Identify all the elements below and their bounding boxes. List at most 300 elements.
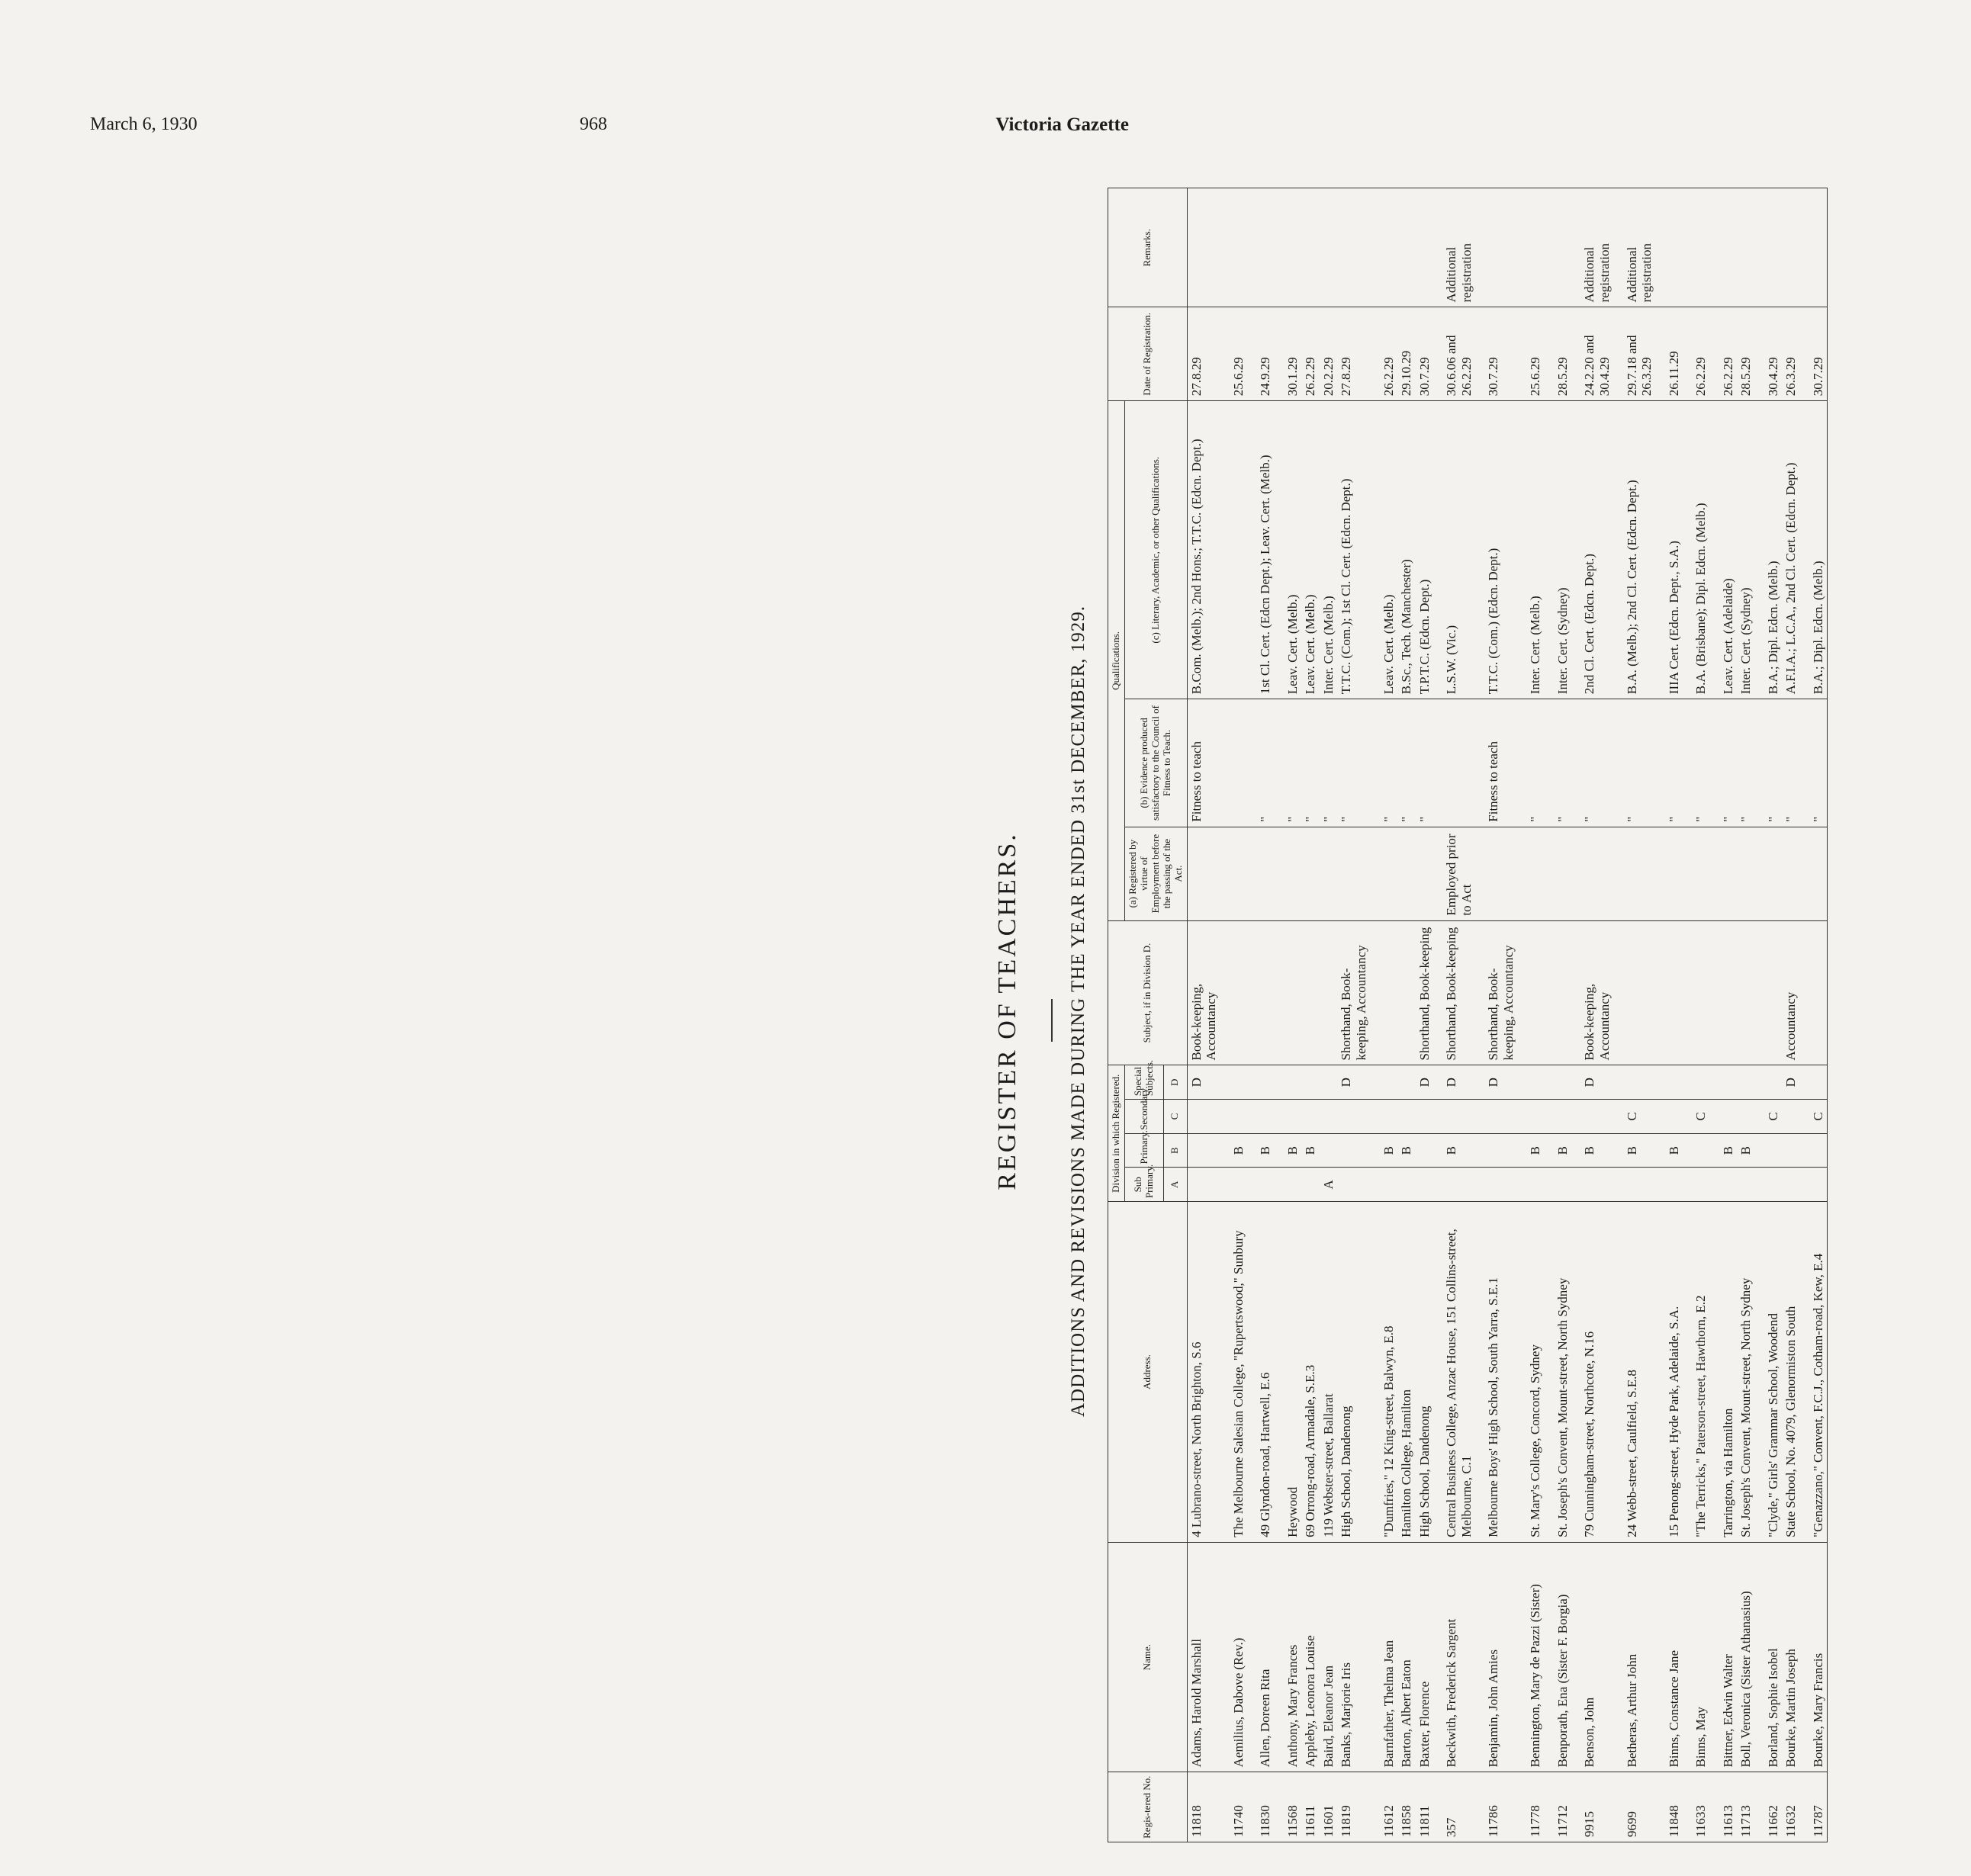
reg-number: 11787: [1800, 1772, 1828, 1842]
qual-employment: [1247, 827, 1275, 920]
qual-employment: [1755, 827, 1783, 920]
qual-fitness: ": [1737, 699, 1755, 827]
division-c: [1517, 1100, 1545, 1134]
division-a: [1710, 1168, 1738, 1202]
registration-date: 26.3.29: [1782, 307, 1800, 401]
col-reg-no: Regis-tered No.: [1108, 1772, 1188, 1842]
division-d: [1397, 1065, 1416, 1100]
subject-division-d: [1755, 920, 1783, 1065]
col-primary: Primary.: [1124, 1133, 1163, 1168]
title-rule: [1051, 999, 1053, 1042]
registration-date: 27.8.29: [1337, 307, 1370, 401]
subject-division-d: [1275, 920, 1302, 1065]
division-b: B: [1220, 1133, 1248, 1168]
qual-fitness: ": [1416, 699, 1434, 827]
qual-academic: Leav. Cert. (Melb.): [1371, 401, 1398, 699]
reg-number: 11612: [1371, 1772, 1398, 1842]
table-row: [1301, 188, 1320, 1842]
division-a: [1545, 1168, 1572, 1202]
table-row: [1517, 188, 1545, 1842]
page-number: 968: [580, 114, 607, 134]
col-qual-a: (a) Registered by virtue of Employment before the passing of the Act.: [1124, 827, 1187, 920]
registration-date: 30.7.29: [1475, 307, 1517, 401]
division-d: D: [1475, 1065, 1517, 1100]
table-row: [1416, 188, 1434, 1842]
division-a: [1301, 1168, 1320, 1202]
teacher-name: Benson, John: [1571, 1542, 1613, 1772]
remarks: [1683, 188, 1710, 307]
remarks: [1275, 188, 1302, 307]
qual-academic: B.A.; Dipl. Edcn. (Melb.): [1755, 401, 1783, 699]
subject-division-d: Shorthand, Book-keeping: [1433, 920, 1475, 1065]
division-d: [1683, 1065, 1710, 1100]
qual-academic: B.Com. (Melb.); 2nd Hons.; T.T.C. (Edcn. Dept.): [1187, 401, 1220, 699]
remarks: [1416, 188, 1434, 307]
division-d: D: [1416, 1065, 1434, 1100]
qual-employment: [1545, 827, 1572, 920]
address: "Dumfries," 12 King-street, Balwyn, E.8: [1371, 1202, 1398, 1543]
qual-fitness: [1433, 699, 1475, 827]
remarks: [1800, 188, 1828, 307]
teacher-name: Appleby, Leonora Louise: [1301, 1542, 1320, 1772]
division-c: C: [1800, 1100, 1828, 1134]
table-row: [1275, 188, 1302, 1842]
division-a: A: [1320, 1168, 1338, 1202]
division-c: [1737, 1100, 1755, 1134]
division-d: D: [1571, 1065, 1613, 1100]
division-c: [1187, 1100, 1220, 1134]
registration-date: 30.7.29: [1800, 307, 1828, 401]
address: St. Joseph's Convent, Mount-street, North Sydney: [1545, 1202, 1572, 1543]
division-a: [1782, 1168, 1800, 1202]
reg-number: 11662: [1755, 1772, 1783, 1842]
registration-date: 26.11.29: [1656, 307, 1683, 401]
subject-division-d: [1371, 920, 1398, 1065]
remarks: [1545, 188, 1572, 307]
col-secondary: Secondary.: [1124, 1100, 1163, 1134]
registration-date: 28.5.29: [1545, 307, 1572, 401]
division-d: [1275, 1065, 1302, 1100]
address: Heywood: [1275, 1202, 1302, 1543]
qual-academic: Inter. Cert. (Sydney): [1737, 401, 1755, 699]
table-row: [1220, 188, 1248, 1842]
registration-date: 26.2.29: [1301, 307, 1320, 401]
header-row-1: [1108, 188, 1125, 1842]
publication-name: Victoria Gazette: [995, 114, 1129, 135]
teacher-name: Adams, Harold Marshall: [1187, 1542, 1220, 1772]
address: "Clyde," Girls' Grammar School, Woodend: [1755, 1202, 1783, 1543]
division-a: [1475, 1168, 1517, 1202]
reg-number: 11818: [1187, 1772, 1220, 1842]
registration-date: 26.2.29: [1710, 307, 1738, 401]
register-subtitle: ADDITIONS AND REVISIONS MADE DURING THE YEAR ENDED 31st DECEMBER, 1929.: [1068, 605, 1088, 1418]
registration-date: 30.1.29: [1275, 307, 1302, 401]
division-d: [1800, 1065, 1828, 1100]
division-b: B: [1275, 1133, 1302, 1168]
subject-division-d: [1397, 920, 1416, 1065]
qual-fitness: ": [1545, 699, 1572, 827]
subject-division-d: Book-keeping, Accountancy: [1187, 920, 1220, 1065]
table-row: [1800, 188, 1828, 1842]
table-row: [1475, 188, 1517, 1842]
table-row: [1371, 188, 1398, 1842]
reg-number: 11786: [1475, 1772, 1517, 1842]
registration-date: 24.9.29: [1247, 307, 1275, 401]
teacher-name: Binns, May: [1683, 1542, 1710, 1772]
qual-fitness: ": [1683, 699, 1710, 827]
division-a: [1683, 1168, 1710, 1202]
reg-number: 11601: [1320, 1772, 1338, 1842]
remarks: Additional registration: [1614, 188, 1656, 307]
subject-division-d: Shorthand, Book-keeping: [1416, 920, 1434, 1065]
division-c: [1433, 1100, 1475, 1134]
qual-academic: 2nd Cl. Cert. (Edcn. Dept.): [1571, 401, 1613, 699]
division-a: [1800, 1168, 1828, 1202]
col-address: Address.: [1108, 1202, 1188, 1543]
qual-fitness: ": [1320, 699, 1338, 827]
division-a: [1187, 1168, 1220, 1202]
remarks: [1371, 188, 1398, 307]
reg-number: 11740: [1220, 1772, 1248, 1842]
address: 119 Webster-street, Ballarat: [1320, 1202, 1338, 1543]
division-a: [1656, 1168, 1683, 1202]
remarks: [1247, 188, 1275, 307]
division-a: [1755, 1168, 1783, 1202]
col-qual-b: (b) Evidence produced satisfactory to the Council of Fitness to Teach.: [1124, 699, 1187, 827]
division-b: B: [1571, 1133, 1613, 1168]
remarks: [1337, 188, 1370, 307]
subject-division-d: Accountancy: [1782, 920, 1800, 1065]
remarks: Additional registration: [1571, 188, 1613, 307]
reg-number: 11858: [1397, 1772, 1416, 1842]
division-d: [1755, 1065, 1783, 1100]
reg-number: 11712: [1545, 1772, 1572, 1842]
division-b: B: [1433, 1133, 1475, 1168]
division-d: D: [1337, 1065, 1370, 1100]
division-a: [1275, 1168, 1302, 1202]
division-a: [1337, 1168, 1370, 1202]
division-a: [1614, 1168, 1656, 1202]
registration-date: 24.2.20 and 30.4.29: [1571, 307, 1613, 401]
division-a: [1247, 1168, 1275, 1202]
registration-date: 30.6.06 and 26.2.29: [1433, 307, 1475, 401]
qual-fitness: Fitness to teach: [1475, 699, 1517, 827]
col-special: Special Subjects.: [1124, 1065, 1163, 1100]
qual-employment: [1371, 827, 1398, 920]
division-c: [1320, 1100, 1338, 1134]
col-subject: Subject, if in Division D.: [1108, 920, 1188, 1065]
division-a: [1397, 1168, 1416, 1202]
teacher-name: Binns, Constance Jane: [1656, 1542, 1683, 1772]
qual-academic: L.S.W. (Vic.): [1433, 401, 1475, 699]
subject-division-d: Book-keeping, Accountancy: [1571, 920, 1613, 1065]
division-a: [1571, 1168, 1613, 1202]
remarks: Additional registration: [1433, 188, 1475, 307]
remarks: [1301, 188, 1320, 307]
subject-division-d: [1301, 920, 1320, 1065]
registration-date: 29.10.29: [1397, 307, 1416, 401]
division-c: C: [1755, 1100, 1783, 1134]
qual-academic: Leav. Cert. (Melb.): [1301, 401, 1320, 699]
qual-fitness: ": [1397, 699, 1416, 827]
division-d: [1371, 1065, 1398, 1100]
address: Central Business College, Anzac House, 151 Collins-street, Melbourne, C.1: [1433, 1202, 1475, 1543]
division-d: [1614, 1065, 1656, 1100]
reg-number: 9915: [1571, 1772, 1613, 1842]
address: 49 Glyndon-road, Hartwell, E.6: [1247, 1202, 1275, 1543]
division-d: [1220, 1065, 1248, 1100]
teacher-name: Bennington, Mary de Pazzi (Sister): [1517, 1542, 1545, 1772]
table-row: [1782, 188, 1800, 1842]
qual-academic: Inter. Cert. (Melb.): [1320, 401, 1338, 699]
teacher-name: Barton, Albert Eaton: [1397, 1542, 1416, 1772]
table-row: [1755, 188, 1783, 1842]
division-c: [1782, 1100, 1800, 1134]
address: "The Terricks," Paterson-street, Hawthorn, E.2: [1683, 1202, 1710, 1543]
table-row: [1247, 188, 1275, 1842]
division-c: [1301, 1100, 1320, 1134]
registration-date: 25.6.29: [1220, 307, 1248, 401]
table-row: [1187, 188, 1220, 1842]
division-b: [1782, 1133, 1800, 1168]
registration-date: 25.6.29: [1517, 307, 1545, 401]
qual-employment: [1397, 827, 1416, 920]
teacher-name: Bittner, Edwin Walter: [1710, 1542, 1738, 1772]
qual-fitness: Fitness to teach: [1187, 699, 1220, 827]
qual-employment: [1517, 827, 1545, 920]
division-a: [1416, 1168, 1434, 1202]
qual-fitness: ": [1337, 699, 1370, 827]
table-row: [1433, 188, 1475, 1842]
qual-academic: T.T.C. (Com.) (Edcn. Dept.): [1475, 401, 1517, 699]
division-b: [1475, 1133, 1517, 1168]
qual-academic: Leav. Cert. (Melb.): [1275, 401, 1302, 699]
subject-division-d: [1320, 920, 1338, 1065]
table-row: [1710, 188, 1738, 1842]
qual-academic: T.T.C. (Com.); 1st Cl. Cert. (Edcn. Dept.): [1337, 401, 1370, 699]
division-d: [1301, 1065, 1320, 1100]
address: Melbourne Boys' High School, South Yarra, S.E.1: [1475, 1202, 1517, 1543]
address: 24 Webb-street, Caulfield, S.E.8: [1614, 1202, 1656, 1543]
qual-academic: B.A. (Melb.); 2nd Cl. Cert. (Edcn. Dept.): [1614, 401, 1656, 699]
qual-fitness: [1220, 699, 1248, 827]
reg-number: 11830: [1247, 1772, 1275, 1842]
table-row: [1337, 188, 1370, 1842]
qual-employment: [1710, 827, 1738, 920]
qual-academic: B.A. (Brisbane); Dipl. Edcn. (Melb.): [1683, 401, 1710, 699]
division-c: [1416, 1100, 1434, 1134]
subject-division-d: [1220, 920, 1248, 1065]
qual-academic: B.Sc., Tech. (Manchester): [1397, 401, 1416, 699]
division-b: B: [1371, 1133, 1398, 1168]
subject-division-d: Shorthand, Book-keeping, Accountancy: [1337, 920, 1370, 1065]
table-row: [1571, 188, 1613, 1842]
teacher-name: Benjamin, John Amies: [1475, 1542, 1517, 1772]
remarks: [1517, 188, 1545, 307]
address: "Genazzano," Convent, F.C.J., Cotham-road, Kew, E.4: [1800, 1202, 1828, 1543]
division-d: [1517, 1065, 1545, 1100]
qual-employment: [1320, 827, 1338, 920]
qual-employment: [1656, 827, 1683, 920]
division-d: D: [1433, 1065, 1475, 1100]
qual-employment: [1187, 827, 1220, 920]
division-c: [1275, 1100, 1302, 1134]
qual-fitness: ": [1571, 699, 1613, 827]
division-d: [1545, 1065, 1572, 1100]
division-b: B: [1737, 1133, 1755, 1168]
reg-number: 11778: [1517, 1772, 1545, 1842]
registration-date: 26.2.29: [1371, 307, 1398, 401]
col-remarks: Remarks.: [1108, 188, 1188, 307]
qual-academic: 1st Cl. Cert. (Edcn Dept.); Leav. Cert. (Melb.): [1247, 401, 1275, 699]
col-b: B: [1164, 1133, 1187, 1168]
address: St. Mary's College, Concord, Sydney: [1517, 1202, 1545, 1543]
division-b: B: [1247, 1133, 1275, 1168]
qual-fitness: ": [1247, 699, 1275, 827]
division-d: [1737, 1065, 1755, 1100]
remarks: [1220, 188, 1248, 307]
division-c: [1247, 1100, 1275, 1134]
division-a: [1371, 1168, 1398, 1202]
register-table: [1108, 188, 1828, 1842]
division-b: [1187, 1133, 1220, 1168]
subject-division-d: [1737, 920, 1755, 1065]
qual-fitness: ": [1371, 699, 1398, 827]
qual-employment: [1782, 827, 1800, 920]
reg-number: 11613: [1710, 1772, 1738, 1842]
table-row: [1320, 188, 1338, 1842]
division-c: [1475, 1100, 1517, 1134]
qual-employment: [1614, 827, 1656, 920]
division-b: B: [1710, 1133, 1738, 1168]
reg-number: 11611: [1301, 1772, 1320, 1842]
division-c: [1656, 1100, 1683, 1134]
subject-division-d: [1517, 920, 1545, 1065]
teacher-name: Boll, Veronica (Sister Athanasius): [1737, 1542, 1755, 1772]
issue-date: March 6, 1930: [90, 114, 198, 134]
division-b: [1337, 1133, 1370, 1168]
address: State School, No. 4079, Glenormiston South: [1782, 1202, 1800, 1543]
division-b: [1755, 1133, 1783, 1168]
remarks: [1710, 188, 1738, 307]
table-row: [1397, 188, 1416, 1842]
division-a: [1433, 1168, 1475, 1202]
remarks: [1320, 188, 1338, 307]
teacher-name: Benporath, Ena (Sister F. Borgia): [1545, 1542, 1572, 1772]
subject-division-d: [1545, 920, 1572, 1065]
qual-employment: [1683, 827, 1710, 920]
qual-employment: [1737, 827, 1755, 920]
reg-number: 11811: [1416, 1772, 1434, 1842]
division-d: D: [1782, 1065, 1800, 1100]
rotated-register: [986, 165, 1971, 1858]
teacher-name: Barnfather, Thelma Jean: [1371, 1542, 1398, 1772]
col-division: Division in which Registered.: [1108, 1065, 1125, 1202]
reg-number: 11713: [1737, 1772, 1755, 1842]
division-c: [1545, 1100, 1572, 1134]
col-a: A: [1164, 1168, 1187, 1202]
reg-number: 11632: [1782, 1772, 1800, 1842]
registration-date: 20.2.29: [1320, 307, 1338, 401]
division-c: [1397, 1100, 1416, 1134]
division-b: B: [1545, 1133, 1572, 1168]
col-name: Name.: [1108, 1542, 1188, 1772]
division-d: [1320, 1065, 1338, 1100]
subject-division-d: [1800, 920, 1828, 1065]
qual-fitness: ": [1656, 699, 1683, 827]
division-b: B: [1397, 1133, 1416, 1168]
qual-employment: [1337, 827, 1370, 920]
table-row: [1683, 188, 1710, 1842]
registration-date: 30.7.29: [1416, 307, 1434, 401]
division-d: [1710, 1065, 1738, 1100]
qual-employment: [1475, 827, 1517, 920]
subject-division-d: [1683, 920, 1710, 1065]
col-date: Date of Registration.: [1108, 307, 1188, 401]
division-c: C: [1683, 1100, 1710, 1134]
table-row: [1737, 188, 1755, 1842]
division-b: B: [1517, 1133, 1545, 1168]
teacher-name: Borland, Sophie Isobel: [1755, 1542, 1783, 1772]
qual-academic: Inter. Cert. (Melb.): [1517, 401, 1545, 699]
teacher-name: Bourke, Mary Francis: [1800, 1542, 1828, 1772]
table-row: [1545, 188, 1572, 1842]
col-sub-primary: Sub Primary.: [1124, 1168, 1163, 1202]
remarks: [1187, 188, 1220, 307]
division-c: C: [1614, 1100, 1656, 1134]
table-row: [1656, 188, 1683, 1842]
qual-fitness: ": [1782, 699, 1800, 827]
remarks: [1755, 188, 1783, 307]
reg-number: 357: [1433, 1772, 1475, 1842]
address: 69 Orrong-road, Armadale, S.E.3: [1301, 1202, 1320, 1543]
teacher-name: Allen, Doreen Rita: [1247, 1542, 1275, 1772]
division-a: [1737, 1168, 1755, 1202]
teacher-name: Betheras, Arthur John: [1614, 1542, 1656, 1772]
col-qualifications: Qualifications.: [1108, 401, 1125, 920]
address: Tarrington, via Hamilton: [1710, 1202, 1738, 1543]
col-c: C: [1164, 1100, 1187, 1134]
reg-number: 11819: [1337, 1772, 1370, 1842]
teacher-name: Banks, Marjorie Iris: [1337, 1542, 1370, 1772]
qual-employment: [1301, 827, 1320, 920]
qual-employment: [1571, 827, 1613, 920]
teacher-name: Baird, Eleanor Jean: [1320, 1542, 1338, 1772]
registration-date: 27.8.29: [1187, 307, 1220, 401]
teacher-name: Anthony, Mary Frances: [1275, 1542, 1302, 1772]
remarks: [1737, 188, 1755, 307]
subject-division-d: [1247, 920, 1275, 1065]
registration-date: 29.7.18 and 26.3.29: [1614, 307, 1656, 401]
qual-fitness: ": [1614, 699, 1656, 827]
address: High School, Dandenong: [1416, 1202, 1434, 1543]
teacher-name: Aemilius, Dabove (Rev.): [1220, 1542, 1248, 1772]
division-b: [1320, 1133, 1338, 1168]
qual-employment: Employed prior to Act: [1433, 827, 1475, 920]
col-d: D: [1164, 1065, 1187, 1100]
registration-date: 26.2.29: [1683, 307, 1710, 401]
division-d: [1247, 1065, 1275, 1100]
division-a: [1220, 1168, 1248, 1202]
division-b: [1416, 1133, 1434, 1168]
qual-fitness: ": [1275, 699, 1302, 827]
registration-date: 28.5.29: [1737, 307, 1755, 401]
teacher-name: Baxter, Florence: [1416, 1542, 1434, 1772]
division-c: [1337, 1100, 1370, 1134]
address: 4 Lubrano-street, North Brighton, S.6: [1187, 1202, 1220, 1543]
subject-division-d: [1710, 920, 1738, 1065]
division-a: [1517, 1168, 1545, 1202]
